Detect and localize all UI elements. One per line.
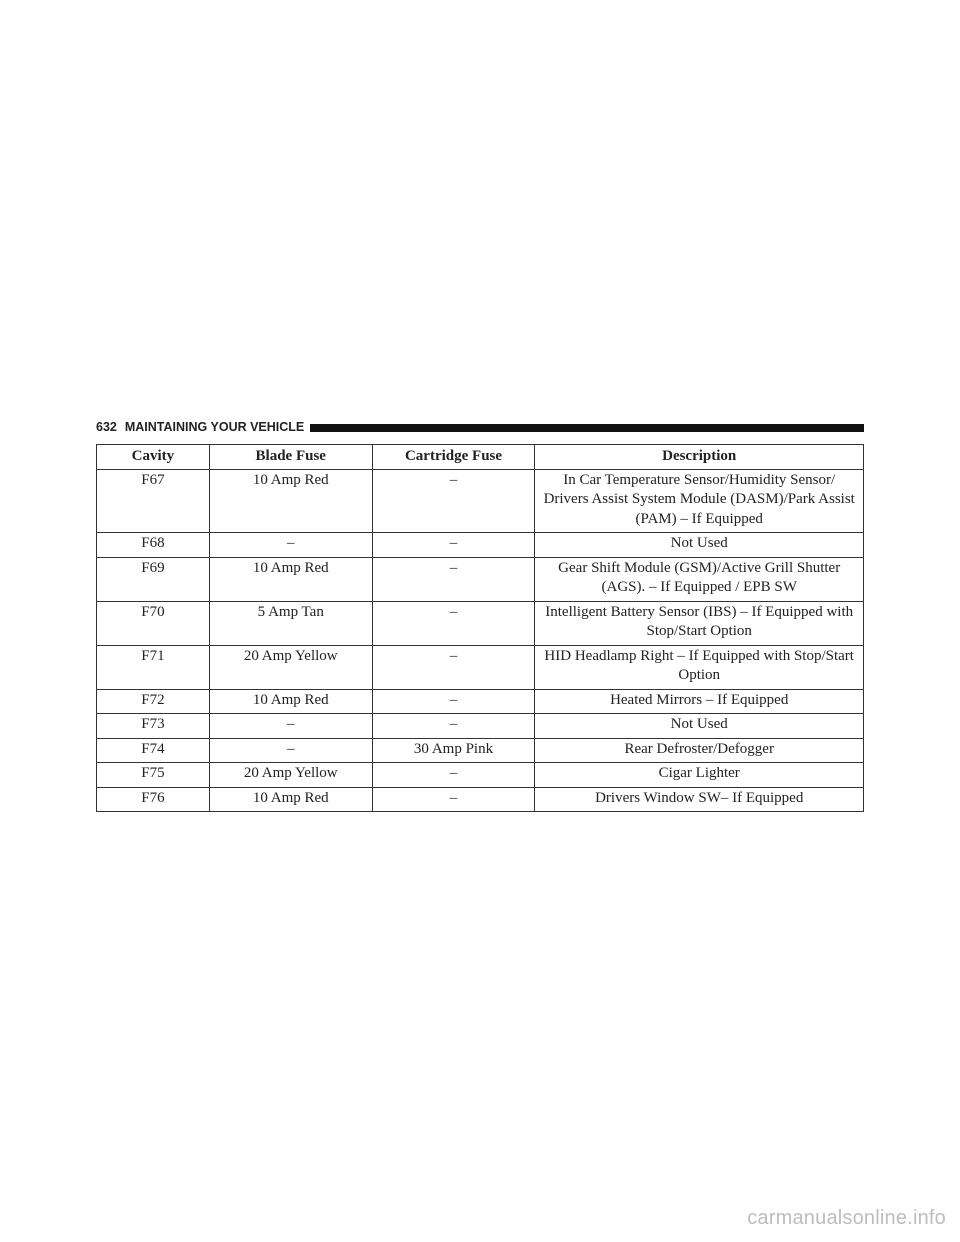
table-row	[97, 601, 864, 645]
cartridge-fuse-cell: –	[372, 533, 535, 558]
description-cell: Intelligent Battery Sensor (IBS) – If Equipped with Stop/Start Option	[535, 601, 864, 645]
blade-fuse-cell: 10 Amp Red	[209, 469, 372, 533]
blade-fuse-cell: 10 Amp Red	[209, 787, 372, 812]
cavity-cell: F71	[97, 645, 210, 689]
description-cell: Gear Shift Module (GSM)/Active Grill Shutter (AGS). – If Equipped / EPB SW	[535, 557, 864, 601]
table-row	[97, 533, 864, 558]
description-cell: Cigar Lighter	[535, 763, 864, 788]
table-row	[97, 787, 864, 812]
cartridge-fuse-cell: –	[372, 645, 535, 689]
cavity-cell: F67	[97, 469, 210, 533]
cartridge-fuse-cell: –	[372, 469, 535, 533]
cartridge-fuse-cell: –	[372, 557, 535, 601]
blade-fuse-cell: 5 Amp Tan	[209, 601, 372, 645]
fuse-table	[96, 444, 864, 812]
cartridge-fuse-cell: 30 Amp Pink	[372, 738, 535, 763]
cavity-cell: F74	[97, 738, 210, 763]
blade-fuse-cell: –	[209, 738, 372, 763]
cavity-cell: F72	[97, 689, 210, 714]
cavity-cell: F69	[97, 557, 210, 601]
description-cell: In Car Temperature Sensor/Humidity Sensor/ Drivers Assist System Module (DASM)/Park Assist (PAM) – If Equipped	[535, 469, 864, 533]
page-number: 632	[96, 420, 117, 434]
section-title: MAINTAINING YOUR VEHICLE	[124, 420, 305, 434]
table-row	[97, 738, 864, 763]
column-header-cartridge-fuse: Cartridge Fuse	[372, 445, 535, 470]
description-cell: Rear Defroster/Defogger	[535, 738, 864, 763]
page-header	[96, 419, 864, 435]
description-cell: Drivers Window SW– If Equipped	[535, 787, 864, 812]
cartridge-fuse-cell: –	[372, 714, 535, 739]
cavity-cell: F68	[97, 533, 210, 558]
description-cell: HID Headlamp Right – If Equipped with Stop/Start Option	[535, 645, 864, 689]
header-rule	[310, 424, 864, 432]
table-header-row	[97, 445, 864, 470]
cartridge-fuse-cell: –	[372, 787, 535, 812]
blade-fuse-cell: 10 Amp Red	[209, 689, 372, 714]
table-row	[97, 469, 864, 533]
blade-fuse-cell: 20 Amp Yellow	[209, 645, 372, 689]
blade-fuse-cell: 20 Amp Yellow	[209, 763, 372, 788]
blade-fuse-cell: –	[209, 714, 372, 739]
cavity-cell: F73	[97, 714, 210, 739]
description-cell: Heated Mirrors – If Equipped	[535, 689, 864, 714]
blade-fuse-cell: –	[209, 533, 372, 558]
description-cell: Not Used	[535, 533, 864, 558]
table-row	[97, 557, 864, 601]
cavity-cell: F75	[97, 763, 210, 788]
column-header-blade-fuse: Blade Fuse	[209, 445, 372, 470]
column-header-cavity: Cavity	[97, 445, 210, 470]
table-row	[97, 689, 864, 714]
watermark-text: carmanualsonline.info	[747, 1207, 946, 1229]
cartridge-fuse-cell: –	[372, 689, 535, 714]
cartridge-fuse-cell: –	[372, 601, 535, 645]
blade-fuse-cell: 10 Amp Red	[209, 557, 372, 601]
column-header-description: Description	[535, 445, 864, 470]
cavity-cell: F70	[97, 601, 210, 645]
table-row	[97, 763, 864, 788]
table-row	[97, 645, 864, 689]
cavity-cell: F76	[97, 787, 210, 812]
cartridge-fuse-cell: –	[372, 763, 535, 788]
description-cell: Not Used	[535, 714, 864, 739]
table-row	[97, 714, 864, 739]
